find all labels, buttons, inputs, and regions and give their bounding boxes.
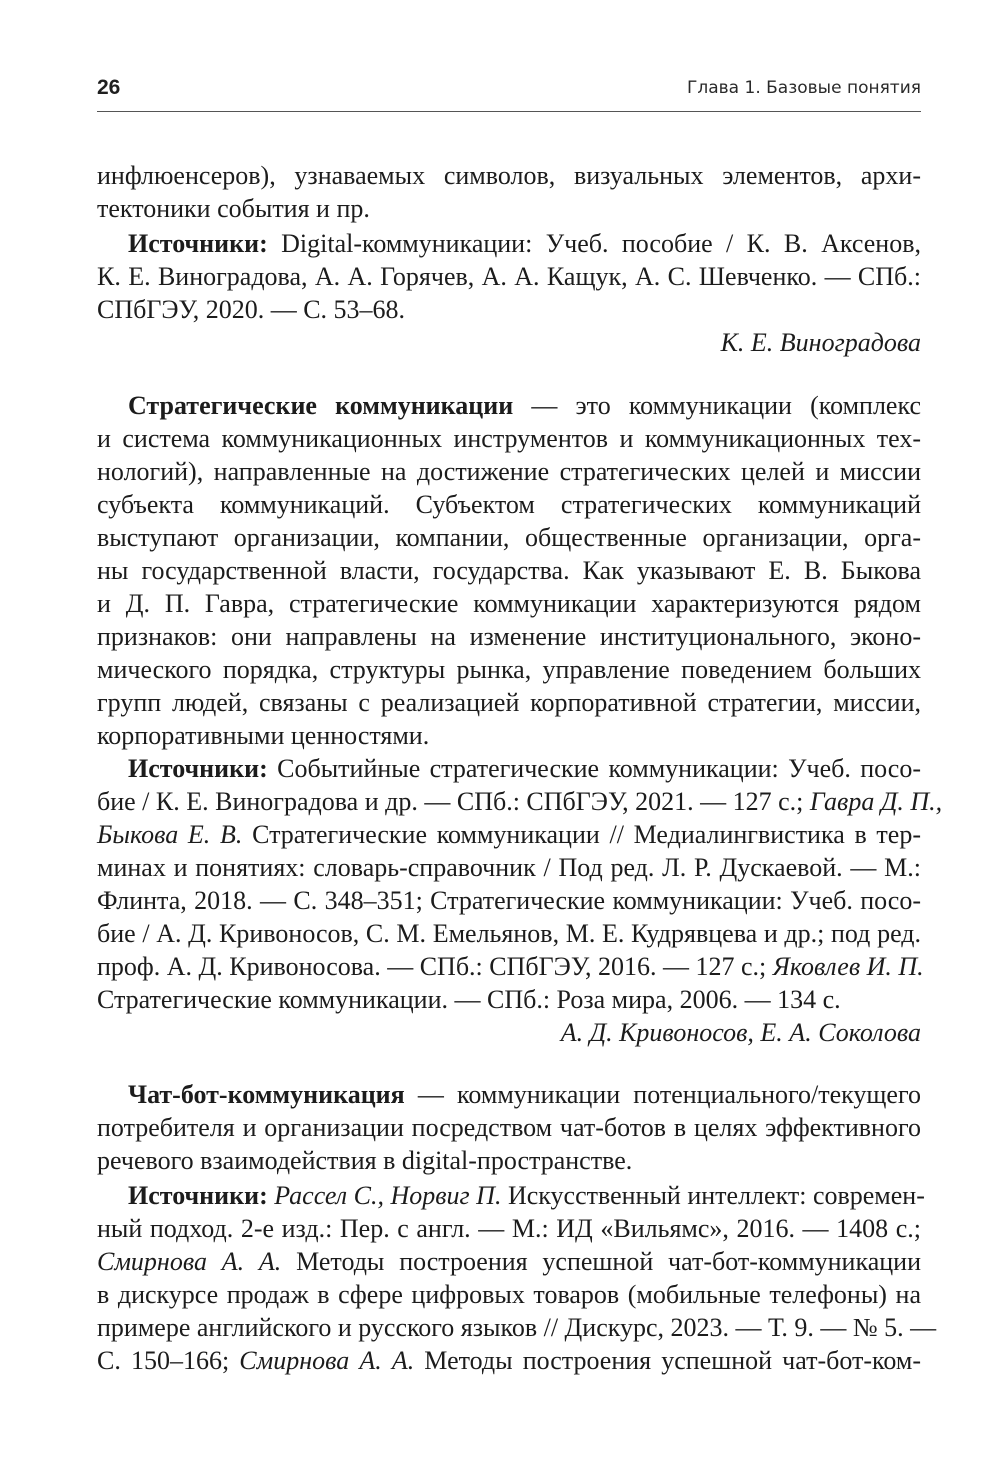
sources-line bbox=[128, 227, 921, 261]
text-line: корпоративными ценностями. bbox=[97, 721, 430, 750]
sources-label: Источники: bbox=[128, 1181, 268, 1210]
sources-line: бие / А. Д. Кривоносов, С. М. Емельянов, М. Е. Кудрявцева и др.; под ред. bbox=[97, 919, 921, 948]
sources-line bbox=[97, 785, 943, 819]
text-line: тектоники события и пр. bbox=[97, 194, 370, 223]
entry-term: Стратегические коммуникации bbox=[128, 391, 514, 420]
entry-first-line bbox=[128, 389, 921, 423]
sources-text: проф. А. Д. Кривоносова. — СПб.: СПбГЭУ, 2016. — 127 с.; bbox=[97, 952, 773, 981]
text-line: К. Е. Виноградова, А. А. Горячев, А. А. Кащук, А. С. Шевченко. — СПб.: bbox=[97, 262, 921, 291]
entry-first-line bbox=[128, 1078, 921, 1112]
cited-author: Рассел С., Норвиг П. bbox=[274, 1181, 502, 1210]
sources-line: в дискурсе продаж в сфере цифровых товаров (мобильные телефоны) на bbox=[97, 1280, 921, 1309]
sources-line bbox=[97, 1245, 921, 1279]
text-line: групп людей, связаны с реализацией корпоративной стратегии, миссии, bbox=[97, 688, 921, 717]
text-line: нологий), направленные на достижение стратегических целей и миссии bbox=[97, 457, 921, 486]
entry-definition-start: — коммуникации потенциального/текущего bbox=[404, 1080, 921, 1109]
text-line: СПбГЭУ, 2020. — С. 53–68. bbox=[97, 295, 406, 324]
sources-text: Методы построения успешной чат-бот-коммуникации bbox=[281, 1247, 921, 1276]
sources-text: бие / К. Е. Виноградова и др. — СПб.: СПбГЭУ, 2021. — 127 с.; bbox=[97, 787, 810, 816]
page-number: 26 bbox=[97, 76, 121, 99]
page-header bbox=[97, 76, 921, 106]
sources-label: Источники: bbox=[128, 229, 268, 258]
sources-text: Digital-коммуникации: Учеб. пособие / К. В. Аксенов, bbox=[267, 229, 921, 258]
text-line: выступают организации, компании, общественные организации, орга- bbox=[97, 523, 921, 552]
cited-author: Смирнова А. А. bbox=[239, 1346, 415, 1375]
sources-line bbox=[97, 818, 921, 852]
text-line: признаков: они направлены на изменение институционального, эконо- bbox=[97, 622, 921, 651]
entry-author: А. Д. Кривоносов, Е. А. Соколова bbox=[560, 1018, 921, 1047]
text-line: потребителя и организации посредством чат-ботов в целях эффективного bbox=[97, 1113, 921, 1142]
sources-line: Стратегические коммуникации. — СПб.: Роза мира, 2006. — 134 с. bbox=[97, 985, 841, 1014]
cited-author: Яковлев И. П. bbox=[772, 952, 924, 981]
entry-term: Чат-бот-коммуникация bbox=[128, 1080, 405, 1109]
cited-author: Гавра Д. П., bbox=[809, 787, 943, 816]
text-line: инфлюенсеров), узнаваемых символов, визуальных элементов, архи- bbox=[97, 161, 921, 190]
sources-line: минах и понятиях: словарь-справочник / Под ред. Л. Р. Дускаевой. — М.: bbox=[97, 853, 921, 882]
sources-line: Флинта, 2018. — С. 348–351; Стратегические коммуникации: Учеб. посо- bbox=[97, 886, 921, 915]
sources-text: Методы построения успешной чат-бот-ком- bbox=[414, 1346, 921, 1375]
sources-line: ный подход. 2-е изд.: Пер. с англ. — М.: ИД «Вильямс», 2016. — 1408 с.; bbox=[97, 1214, 921, 1243]
cited-author: Смирнова А. А. bbox=[97, 1247, 282, 1276]
sources-line bbox=[128, 752, 921, 786]
sources-label: Источники: bbox=[128, 754, 268, 783]
text-line: мического порядка, структуры рынка, управление поведением больших bbox=[97, 655, 921, 684]
sources-text: Стратегические коммуникации // Медиалингвистика в тер- bbox=[242, 820, 921, 849]
sources-line: примере английского и русского языков // Дискурс, 2023. — Т. 9. — № 5. — bbox=[97, 1313, 937, 1342]
sources-line bbox=[97, 950, 924, 984]
sources-line bbox=[97, 1344, 921, 1378]
sources-text: Искусственный интеллект: современ- bbox=[501, 1181, 925, 1210]
sources-text: Событийные стратегические коммуникации: Учеб. посо- bbox=[267, 754, 921, 783]
text-line: речевого взаимодействия в digital-пространстве. bbox=[97, 1146, 633, 1175]
cited-author: Быкова Е. В. bbox=[97, 820, 243, 849]
running-head: Глава 1. Базовые понятия bbox=[687, 78, 921, 98]
text-line: и Д. П. Гавра, стратегические коммуникации характеризуются рядом bbox=[97, 589, 921, 618]
text-line: и система коммуникационных инструментов и коммуникационных тех- bbox=[97, 424, 921, 453]
sources-line bbox=[128, 1179, 925, 1213]
text-line: субъекта коммуникаций. Субъектом стратегических коммуникаций bbox=[97, 490, 921, 519]
sources-text: С. 150–166; bbox=[97, 1346, 240, 1375]
entry-author: К. Е. Виноградова bbox=[720, 328, 921, 357]
text-line: ны государственной власти, государства. Как указывают Е. В. Быкова bbox=[97, 556, 921, 585]
entry-definition-start: — это коммуникации (комплекс bbox=[513, 391, 921, 420]
header-rule bbox=[97, 111, 921, 112]
